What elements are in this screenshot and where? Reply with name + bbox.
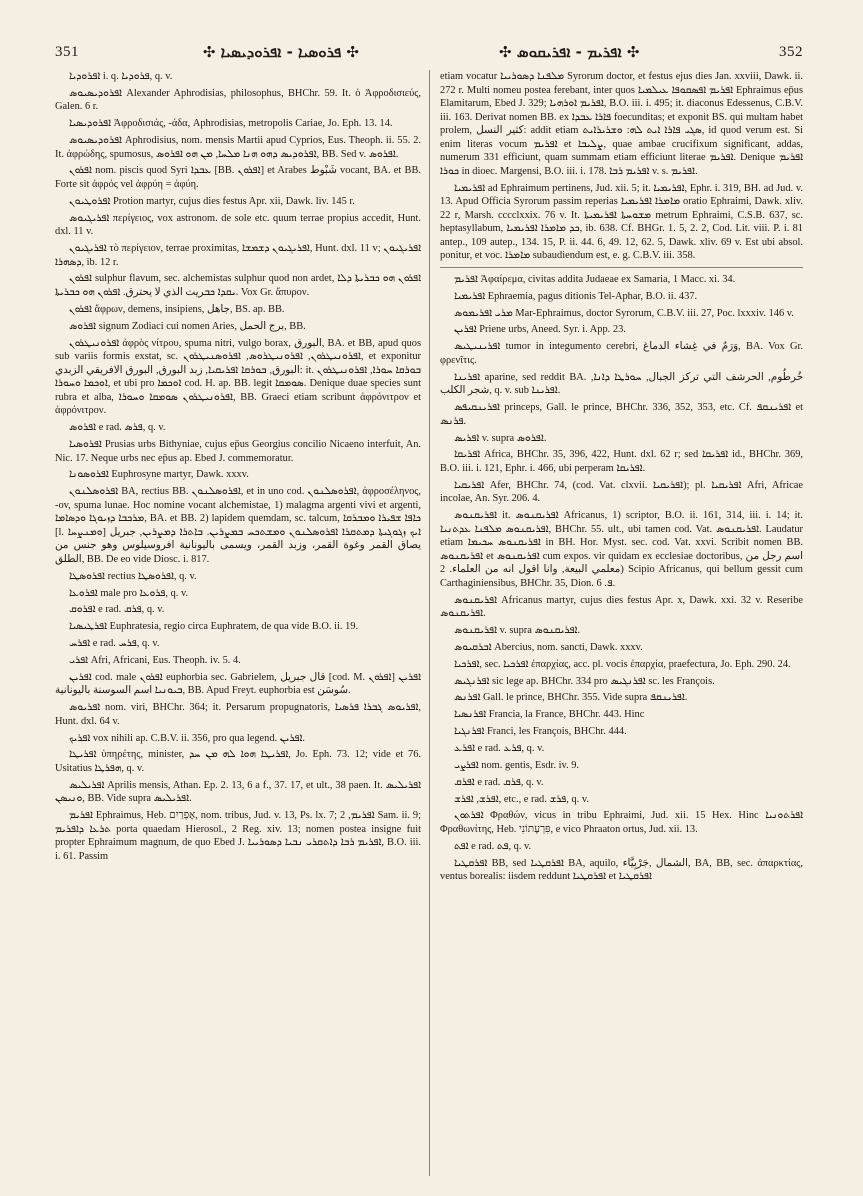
page-header — [55, 40, 803, 64]
dictionary-entry: ܐܦܪܝܠܝܣ Aprilis mensis, Athan. Ep. 2. 13, 6 a f., 37. 17, et ult., 38 paen. It. ܐܦܪܝܠܝܣ ܘܢܝܣܢ, BB. Vide supra ܐܦܪܝܠܝܣ. — [55, 779, 421, 805]
dictionary-entry: ܐܦܪܝܢܝܛܝܣ tumor in integumento cerebri, وَرَمٌ في غِشاء الدماغ, BA. Vox Gr. φρενῖτις. — [440, 341, 803, 366]
dictionary-entry: ܐܦܪܘܩ e rad. ܦܪܩ, q. v. — [69, 604, 165, 616]
two-column-body — [55, 70, 803, 1176]
dictionary-entry: ܐܦܪܩ e rad. ܦܪܩ, q. v. — [454, 776, 544, 788]
dictionary-entry: ܐܦܪܢܓܝܐ Franci, les François, BHChr. 444. — [454, 726, 627, 738]
dictionary-entry: ܐܦܪܢܣ Gall. le prince, BHChr. 355. Vide supra ܐܦܪܝܢܩܦ. — [454, 692, 688, 704]
dictionary-entry: ܐܦܪܝܢ cod. male ܐܦܪܘܢ euphorbia sec. Gabrielem, قال جبريل [cod. M. ܐܦܪܘܢ] ܐܦܪܝܢ ܒܝܘܢܝܐ اسم السوسنة باليونانية, BB. Apud Freyt. euphorbia est سُوسَن. — [55, 671, 421, 697]
dictionary-entry: ܐܦܪܩܛܝܐ BB, sed ܐܦܪܩܛܝܐ BA, aquilo, الشمال ,جَرْبِيَّاء, BA, BB, sec. ἀπαρκτίας, ventus borealis: iisdem reddunt ܐܦܪܩܛܝܐ et ܐܦܪܩܛܝܐ — [440, 857, 803, 883]
dictionary-entry: ܐܦܪܘܢ ἄφρων, demens, insipiens, جاهل, BS. ap. BB. — [69, 303, 285, 315]
dictionary-entry: ܐܦܪܘܛܝܘܢ Protion martyr, cujus dies festus Apr. xii, Dawk. liv. 145 r. — [69, 195, 355, 207]
dictionary-entry: ܐܦܪܝܩܝܐ Afer, BHChr. 74, (cod. Vat. clxvii. ܐܦܪܝܩܝܐ); pl. ܐܦܪܝܩܝܐ Afri, Africae incolae, An. Syr. 206. 4. — [440, 479, 803, 505]
dictionary-entry: ܐܦܪܨܝ nom. gentis, Esdr. iv. 9. — [454, 759, 580, 771]
dictionary-entry: ܐܦܪܝܢܐ aparine, sed reddit BA. خُرطُوم, الحرشف التي تركز الجبال, ܚܘܪܛܐ ܕܐܢܐ, شجر الكلب, q. v. sub ܐܦܪܝܢܐ. — [440, 371, 804, 397]
dictionary-entry: ܐܦܪܝܢ Priene urbs, Aneed. Syr. i. App. 23. — [454, 324, 626, 336]
right-column — [429, 70, 803, 1176]
dictionary-entry: ܐܦܪܝܡ Ἀφαίρεμα, civitas addita Judaeae ex Samaria, 1 Macc. xi. 34. — [454, 273, 736, 285]
dictionary-entry: ܐܦܪܝܟ vox nihili ap. C.B.V. ii. 356, pro qua legend. ܐܦܪܝܢ. — [69, 732, 305, 744]
dictionary-entry: ܐܦܪܝܩܢܘܣ it. ܐܦܪܝܩܢܘܣ Africanus, 1) scriptor, B.O. ii. 161, 314, iii. i. 14; it. ܐܦܪܝܩܢܘܣ ܡܠܦܢܐ ܥܕܬܢܝܐ, BHChr. 55. ult., ubi tamen cod. Vat. ܐܦܪܝܩܢܘܣ. Laudatur etiam ܐܦܪܝܩܢܘܣ ܚܟܝܡܐ in BH. Hor. Myst. sec. cod. Vat. xxvi. Scribit nomen BB. ܐܦܪܝܩܢܘܣ et ܐܦܪܝܩܢܘܣ cum expos. vir quidam ex ecclesiae doctoribus, اسم رجل من معلمي البيعة, وانا اقول انه من العلماء. 2) Scipio Africanus, qui bellum gessit cum Carthaginiensibus, BHChr. 35, Dion. ܦ. 6. — [440, 510, 804, 589]
right-column-bottom — [440, 273, 803, 884]
dictionary-entry: ܐܦܪܘܢ nom. piscis quod Syri ܥܒܕܐ [BB. ܐܦܪܘܢ] et Arabes شَبْوط vocant, BA. et BB. Forte sit ἀφρός vel ἀφρύη = ἀφύη. — [55, 165, 421, 191]
dictionary-entry: ܐܦܪܝܡܝܐ Ephraemia, pagus ditionis Tel-Aphar, B.O. ii. 437. — [454, 290, 698, 302]
dictionary-entry: ܐܦܪܘܕܝܣܝܐ Ἀφροδισιάς, -άδα, Aphrodisias, metropolis Cariae, Jo. Eph. 13. 14. — [69, 118, 393, 130]
dictionary-entry: ܐܦܪܘܢܝܛܪܘܢ ἀφρὸς νίτρου, spuma nitri, vulgo borax, البورق, BA. et BB, apud quos sub variis formis exstat, sc. ܐܦܪܘܢܝܛܪܘܢ, ܐܦܪܘܢܝܛܪܘܣ, ܐܦܪܘܣܢܝܛܪܘܢ, et exponitur البورق, ܒܘܪܩܐ ܐܦܪܝܩܝܐ, زبد البورق, البورق الافريقي الزبدي: it. ܒܘܪܩܐ ܚܘܪܐ, ܐܦܪܘܢܝܛܪܘܢ ܐܘܟܡܐ ܘܚܘܪܐ, et ubi pro ܐܘܟܡܐ cod. H. ap. BB. legit ܣܘܡܩܐ. Denique duae species sunt rubra et alba, ܐܦܪܘܢܝܛܪܘܢ ܣܘܡܩܐ ܘܚܘܪܐ, BB. Graeci etiam scribunt ἀφρόνιτρον et ἀφρόνιτρον. — [55, 337, 422, 417]
dictionary-entry: ܐܦܪܝܓܝܘܣ περίγειος, vox astronom. de sole etc. quum terrae propius accedit, Hunt. dxl. 11 v. — [55, 212, 421, 238]
right-page-number: 352 — [779, 43, 803, 60]
dictionary-entry: ܡܪܝ ܐܦܪܝܡܘܣ Mar-Ephraimus, doctor Syrorum, C.B.V. iii. 27, Poc. lxxxiv. 146 v. — [454, 307, 794, 319]
dictionary-entry: ܐܦܬ e rad. ܦܬ, q. v. — [454, 840, 532, 852]
dictionary-entry: ܐܦܪܘܣܝܐ Prusias urbs Bithyniae, cujus ep̄us Georgius concilio Nicaeno interfuit, An. Nic. 17. Neque urbs nec ep̄us ap. Ebed J. commemoratur. — [55, 438, 421, 464]
dictionary-entry: ܐܦܪܛܝܣܝܐ Euphratesia, regio circa Euphratem, de qua vide B.O. ii. 19. — [69, 621, 359, 633]
dictionary-entry: ܐܦܪܘܣܠܢܘܢ BA, rectius BB. ܐܦܪܘܣܠܢܘܢ, et in uno cod. ܐܦܪܘܣܠܢܘܢ, ἀφροσέληνος, -ov, spuma lunae. Hoc nomine vocant alchemistae, 1) malagma argenti vivi et argenti, ܡܪܟܒܐ ܕܙܝܘܓܐ ܘܕܣܐܡܐ, BA. et BB. 2) lapidem quemdam, sc. talcum, ܟܐܦܐ ܫܦܝܪܐ ܘܡܒܪܩܐ [l. ܘܡܢܨܚܐ] ܐܝܟ ܙܓܘܓܝܬܐ ܕܡܬܩܪܐ ܐܦܪܘܣܠܢܘܢ ܘܡܫܬܟܚ ܒܡܨܪܝܢ. ܒܐܬܪܐ ܕܡܨܪܝܢ, جبريل يصاق القمر وغوة القمر، وزبد القمر، ويسمى باليونانية افروسيلوس وهو جنس من الطلق, BB. De eo vide Diosc. i. 817. — [55, 486, 422, 565]
right-column-top — [440, 70, 803, 263]
dictionary-entry: ܐܦܪܫ, ܐܦܪܫ, etc., e rad. ܦܪܫ, q. v. — [454, 793, 589, 805]
dictionary-entry: ܐܦܪܘܣܛܐ rectius ܐܦܪܘܣܛܐ, q. v. — [69, 570, 197, 582]
dictionary-entry: ܐܦܪܘܕܝܐ i. q. ܦܪܘܕܝܐ, q. v. — [69, 71, 173, 82]
dictionary-entry: ܐܦܪܬܘܢ Φραθών, vicus in tribu Ephraimi, Jud. xii. 15 Hex. Hinc ܐܦܪܬܘܢܝܐ Φραθωνίτης, Heb. פִּרְעָתוֹנִי, e vico Phraaton ortus, Jud. xii. 13. — [440, 810, 803, 835]
dictionary-entry: etiam vocatur ܡܠܦܢܐ ܕܣܘܪܝܝܐ Syrorum doctor, et festus ejus dies Jan. xxviii, Dawk. ii. 272 r. Multi nomeu postea ferebant, inter quos ܐܦܪܝܡ ܐܦܣܩܘܦܐ ܥܝܠܡܝܐ Ephraimus ep̄us Elamitarum, Ebed J. 329; ܐܦܪܝܡ ܐܘܪܗܝܐ, B.O. iii. i. 495; it. diaconus Edessenus, C.B.V. iii. 163. Derivat nomen BB. ex ܦܐܪܐ ܥܒܕܐ foecunditas; et exponit BS. qui multam habet prolem, كثير النسل: addit etiam ܣܓܝ ܦܐܪܐ ܐܝܬ ܠܗ: ܘܫܪܝܪܐܝܬ, id quod verum est. Si enim literas vocum ܐܦܪܝܡ et ܨܠܝܒܐ, quae ambae crucifixum significant, addas, numerum 331 efficiunt, quam summam etiam efficiunt literae ܐܦܪܝܡ. Denique ܐܦܪܝܡ ܟܘܪܐ in dioec. Margensi, B.O. iii. i. 178. ܐܦܪܝܡ ܪܒܐ v. s. ܐܦܪܝܡ. — [440, 71, 804, 177]
left-page-header — [55, 43, 429, 61]
dictionary-entry: ܐܦܪܝ Afri, Africani, Eus. Theoph. iv. 5. 4. — [69, 655, 241, 667]
left-page-number: 351 — [55, 43, 79, 60]
dictionary-entry: ܐܦܪܘܣܘܢܐ Euphrosyne martyr, Dawk. xxxv. — [69, 469, 249, 481]
section-divider — [440, 267, 803, 268]
left-running-title: ✣ ܦܪܘܣܝܐ - ܐܦܪܘܕܝܣܝܐ ✣ — [202, 43, 359, 61]
dictionary-entry: ܐܦܪܝܩܢܘܣ Africanus martyr, cujus dies festus Apr. x, Dawk. xxi. 32 v. Reseribe ܐܦܪܝܩܢܘܣ. — [440, 594, 803, 620]
dictionary-entry: ܐܦܪܝܡܝܐ ad Ephraimum pertinens, Jud. xii. 5; it. ܐܦܪܝܡܝܐ, Ephr. i. 319, BH. ad Jud. v. 13. Apud Officia Syrorum passim reperias ܡܐܡܪܐ ܐܦܪܝܡܝܐ oratio Ephraimi, Dawk. xliv. 22 r, Marsh. cccclxxix. 76 v. It. ܡܫܘܚܬܐ ܐܦܪܝܡܝܬܐ metrum Ephraimi, C.S.B. 637, sc. heptasyllabum, ܟܕ ܡܐܡܪܐ ܐܦܪܝܡܝܐ, ib. 638. Cf. BHGr. 1. 5, 2. 2, Cod. Lit. viii. P. i. 81 antep., 109 autep., 134. 15, P. ii. 44. 6, 49. 12, 62. 5, Dawk. xliv. 69 v. Est ubi absol. ponitur, et voc. ܡܐܡܪܐ subaudiendum est, e. g. C.B.V. iii. 358. — [440, 182, 803, 262]
dictionary-entry: ܐܦܪܝܓܝܘܢ τὸ περίγειον, terrae proximitas, ܐܦܪܝܓܝܘܢ ܕܫܡܫܐ, Hunt. dxl. 11 v; ܐܦܪܝܓܝܘܢ ܕܣܗܪܐ, ib. 12 r. — [55, 243, 421, 268]
dictionary-entry: ܐܦܪܝܩܐ Africa, BHChr. 35, 396, 422, Hunt. dxl. 62 r; sed ܐܦܪܝܩܐ id., BHChr. 369, B.O. iii. i. 121, Ephr. i. 466, ubi perperam ܐܦܪܝܩܐ. — [440, 449, 803, 474]
dictionary-entry: ܐܦܪܢܣܝܐ Francia, la France, BHChr. 443. Hinc — [454, 709, 645, 721]
dictionary-entry: ܐܦܪܟܝܐ, sec. ܐܦܪܟܝܐ ἐπαρχίας, acc. pl. vocis ἐπαρχία, praefectura, Jo. Eph. 290. 24. — [454, 658, 791, 670]
dictionary-entry: ܐܦܪܘܕܝܣܝܘܣ Alexander Aphrodisias, philosophus, BHChr. 59. It. ὁ Ἀφροδισιεύς, Galen. 6 r. — [55, 87, 421, 113]
dictionary-entry: ܐܦܪܝܢܩܝܦܣ princeps, Gall. le prince, BHChr. 336, 352, 353, etc. Cf. ܐܦܪܝܢܩܦ et ܦܪܢܣ. — [440, 402, 803, 427]
dictionary-entry: ܐܦܪܢܓܝܣ sic lege ap. BHChr. 334 pro ܐܦܪܢܓܝܣ sc. les François. — [454, 675, 715, 687]
left-column — [55, 70, 429, 1176]
dictionary-entry: ܐܦܪܝܣ v. supra ܐܦܪܘܣ. — [454, 432, 547, 444]
dictionary-entry: ܐܦܪܘܢ sulphur flavum, sec. alchemistas sulphur quod non ardet, ܐܦܪܘܢ ܗܘ ܟܒܪܝܬܐ ܕܠܐ ܝܩܕܐ ܟܒريت الذي لا يحترق. ܐܦܪܘܢ ܗܘ ܟܒܪܝܬܐ. Vox Gr. ἄπυρον. — [55, 273, 421, 299]
dictionary-entry: ܐܦܪܥ e rad. ܦܪܥ, q. v. — [454, 743, 545, 754]
right-page-header — [429, 43, 803, 61]
dictionary-entry: ܐܦܪܘܥܐ male pro ܦܪܘܥܐ, q. v. — [69, 587, 189, 599]
dictionary-entry: ܐܦܪܝܛܐ ὑπηρέτης, minister, ܐܦܪܝܛܐ ܗܘܐ ܠܗ ܡܢ ܚܕ, Jo. Eph. 73. 12; vide et 76. Usitatius ܗܦܪܛܐ, q. v. — [55, 749, 421, 775]
dictionary-entry: ܐܦܪܘܣ signum Zodiaci cui nomen Aries, برج الحمل, BB. — [69, 320, 306, 332]
dictionary-entry: ܐܒܪܩܝܘܣ Abercius, nom. sancti, Dawk. xxxv. — [454, 641, 643, 653]
dictionary-entry: ܐܦܪܘܕܝܣܝܘܣ Aphrodisius, nom. mensis Martii apud Cyprios, Eus. Theoph. ii. 55. 2. It. ἀφρώδης, spumosus, ܐܦܪܘܕܝܣ ܕܗܘ ܗܢܐ ܡܠܚܐ, ܡܢ ܗܘ ܐܦܪܘܣ, BB. Sed v. ܐܦܪܘܣ. — [55, 135, 421, 160]
dictionary-entry: ܐܦܪܝܡ Ephraimus, Heb. אֶפְרַיִם, nom. tribus, Jud. v. 13, Ps. lx. 7; ܐܦܪܝܡ, 2 Sam. ii. 9; ܬܪܥܐ ܕܐܦܪܝܡ porta quaedam Hierosol., 2 Reg. xiv. 13; nomen postea insigne fuit propter Ephraimum magnum, de quo Ebed J. ܐܦܪܝܡ ܪܒܐ ܕܐܬܩܪܝ ܢܒܝܐ ܕܣܘܪܝܝܐ, B.O. iii. i. 61. Passim — [55, 810, 421, 862]
dictionary-entry: ܐܦܪܝܩܢܘܣ v. supra ܐܦܪܝܩܢܘܣ. — [454, 625, 581, 637]
dictionary-entry: ܐܦܪܚ e rad. ܦܪܚ, q. v. — [69, 638, 160, 650]
dictionary-entry: ܐܦܪܘܣ e rad. ܦܪܣ, q. v. — [69, 422, 166, 434]
right-running-title: ✣ ܐܦܪܝܡ - ܐܦܪܝܩܘܣ ✣ — [499, 43, 640, 61]
dictionary-entry: ܐܦܪܝܘܣ nom. viri, BHChr. 364; it. Persarum propugnatoris, ܐܦܪܝܘܣ ܓܒܪܐ ܦܪܣܝܐ, Hunt. dxl. 64 v. — [55, 702, 421, 727]
